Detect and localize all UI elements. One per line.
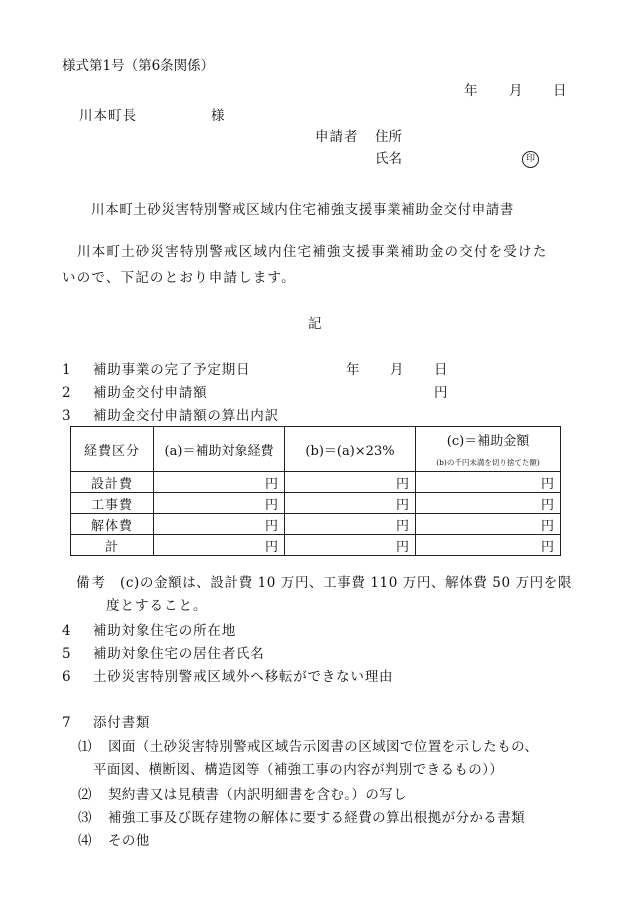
date-month: 月 [509, 83, 523, 99]
header-subsidy-amount-note: (b)の千円未満を切り捨てた額) [436, 458, 540, 467]
table-row [71, 472, 561, 493]
item-2-label: 補助金交付申請額 [93, 385, 208, 401]
row-cell-b: 円 [285, 514, 416, 535]
row-cell-b: 円 [285, 535, 416, 556]
document-title: 川本町土砂災害特別警戒区域内住宅補強支援事業補助金交付申請書 [91, 202, 514, 218]
row-cell-a: 円 [154, 535, 285, 556]
attachment-2-number: ⑵ [78, 787, 92, 803]
row-cell-b: 円 [285, 493, 416, 514]
table-row [71, 514, 561, 535]
row-category: 工事費 [71, 493, 154, 514]
intro-line-1: 川本町土砂災害特別警戒区域内住宅補強支援事業補助金の交付を受けた [77, 244, 548, 260]
attachment-1-number: ⑴ [78, 739, 92, 755]
item-1-year: 年 [346, 362, 360, 378]
header-subsidy-amount [416, 427, 561, 472]
applicant-address-label: 住所 [375, 129, 402, 145]
ki-heading: 記 [308, 316, 322, 332]
attachment-4-line-1: その他 [108, 833, 150, 849]
row-cell-c: 円 [416, 493, 561, 514]
row-cell-c: 円 [416, 535, 561, 556]
item-3-label: 補助金交付申請額の算出内訳 [93, 408, 279, 424]
row-cell-a: 円 [154, 472, 285, 493]
date-day: 日 [553, 83, 567, 99]
attachment-1-line-1: 図面（土砂災害特別警戒区域告示図書の区域図で位置を示したもの、 [108, 739, 539, 755]
row-cell-b: 円 [285, 472, 416, 493]
applicant-label: 申請者 [315, 129, 359, 145]
item-5-label: 補助対象住宅の居住者氏名 [93, 646, 265, 662]
attachment-3-number: ⑶ [78, 810, 92, 826]
addressee-honorific: 様 [211, 108, 225, 124]
item-4-number: 4 [62, 623, 71, 639]
intro-line-2: いので、下記のとおり申請します。 [62, 270, 296, 286]
form-id: 様式第1号（第6条関係） [62, 58, 215, 74]
date-year: 年 [464, 83, 478, 99]
header-subsidy-eligible-cost: (a)＝補助対象経費 [154, 427, 285, 472]
item-6-number: 6 [62, 669, 71, 685]
remarks-label: 備考 [76, 575, 107, 591]
row-cell-c: 円 [416, 514, 561, 535]
item-4-label: 補助対象住宅の所在地 [93, 623, 236, 639]
attachment-1-line-2: 平面図、横断図、構造図等（補強工事の内容が判別できるもの）） [93, 762, 504, 778]
table-header-row [71, 427, 561, 472]
item-1-label: 補助事業の完了予定期日 [93, 362, 251, 378]
table-row [71, 493, 561, 514]
item-7-number: 7 [62, 715, 71, 731]
item-2-number: 2 [62, 385, 71, 401]
row-cell-a: 円 [154, 493, 285, 514]
applicant-name-label: 氏名 [375, 151, 402, 167]
header-category: 経費区分 [71, 427, 154, 472]
item-2-yen: 円 [434, 385, 448, 401]
calculation-table [70, 426, 561, 556]
header-subsidy-amount-label: (c)＝補助金額 [446, 434, 530, 449]
item-7-label: 添付書類 [93, 715, 151, 731]
item-5-number: 5 [62, 646, 71, 662]
seal-icon: 印 [522, 151, 539, 168]
remarks-line-2: 度とすること。 [106, 598, 208, 614]
item-1-day: 日 [434, 362, 448, 378]
item-3-number: 3 [62, 408, 71, 424]
attachment-3-line-1: 補強工事及び既存建物の解体に要する経費の算出根拠が分かる書類 [108, 810, 525, 826]
row-category: 設計費 [71, 472, 154, 493]
header-rate-calculation: (b)＝(a)×23% [285, 427, 416, 472]
row-cell-a: 円 [154, 514, 285, 535]
attachment-4-number: ⑷ [78, 833, 92, 849]
table-row-total [71, 535, 561, 556]
row-cell-c: 円 [416, 472, 561, 493]
row-category: 計 [71, 535, 154, 556]
remarks-line-1: (c)の金額は、設計費 10 万円、工事費 110 万円、解体費 50 万円を限 [120, 575, 572, 591]
row-category: 解体費 [71, 514, 154, 535]
item-1-month: 月 [390, 362, 404, 378]
item-1-number: 1 [62, 362, 71, 378]
item-6-label: 土砂災害特別警戒区域外へ移転ができない理由 [93, 669, 394, 685]
attachment-2-line-1: 契約書又は見積書（内訳明細書を含む。）の写し [108, 787, 408, 803]
addressee-name: 川本町長 [79, 108, 137, 124]
